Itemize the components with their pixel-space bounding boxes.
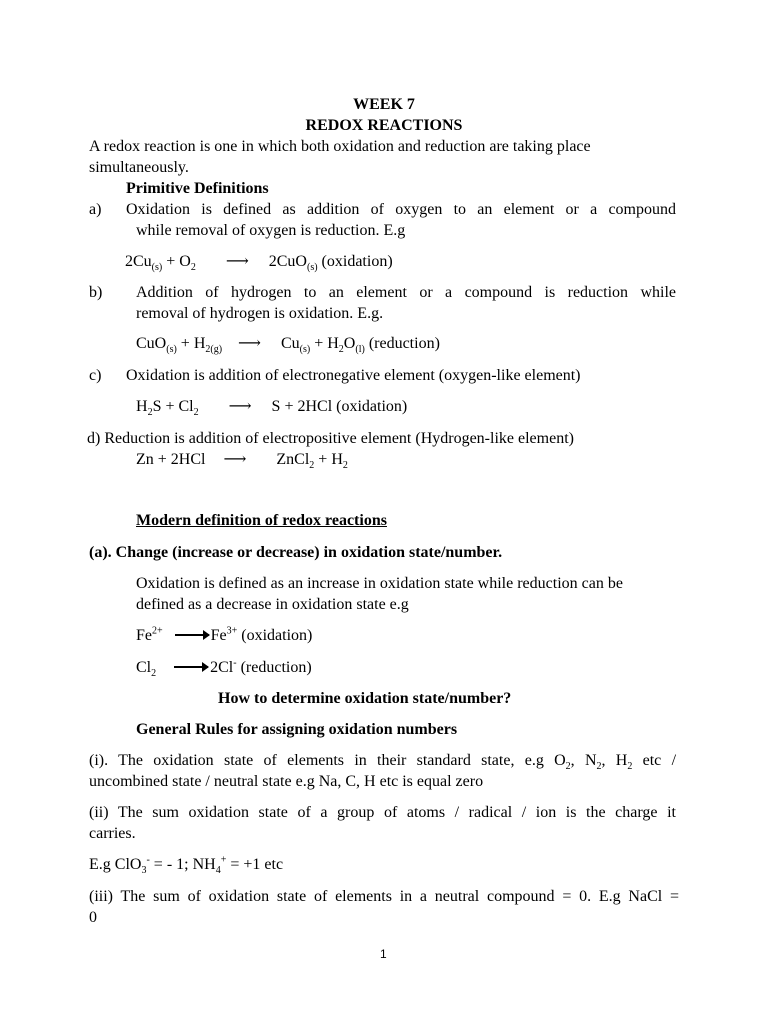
week-heading: WEEK 7: [353, 96, 415, 113]
rule-1-line-2: uncombined state / neutral state e.g Na, C, H etc is equal zero: [89, 773, 484, 790]
item-c-line-1: Oxidation is addition of electronegative element (oxygen-like element): [126, 367, 581, 384]
reaction-arrow-icon: [175, 634, 209, 636]
reaction-arrow-icon: ⟶: [238, 335, 261, 352]
reaction-arrow-icon: ⟶: [228, 398, 252, 415]
modern-heading: Modern definition of redox reactions: [136, 512, 387, 529]
item-a-line-1: Oxidation is defined as addition of oxygen to an element or a compound: [126, 201, 676, 218]
how-heading: How to determine oxidation state/number?: [218, 690, 512, 707]
rule-2-line-2: carries.: [89, 825, 136, 842]
intro-line-2: simultaneously.: [89, 159, 189, 176]
item-b-line-1: Addition of hydrogen to an element or a compound is reduction while: [136, 284, 676, 301]
item-d-line-1: d) Reduction is addition of electropositive element (Hydrogen-like element): [87, 430, 574, 447]
equation-fe: $Fe^{2+}$ $Fe^{3+}$ (oxidation): [136, 625, 313, 644]
page-title: REDOX REACTIONS: [305, 117, 463, 134]
item-b-marker: b): [89, 284, 103, 301]
item-b-line-2: removal of hydrogen is oxidation. E.g.: [136, 305, 384, 322]
modern-line-1: Oxidation is defined as an increase in oxidation state while reduction can be: [136, 575, 623, 592]
reaction-arrow-icon: ⟶: [225, 253, 249, 270]
reaction-arrow-icon: [174, 666, 208, 668]
intro-line-1: A redox reaction is one in which both oxidation and reduction are taking place: [89, 138, 591, 155]
equation-cl: $Cl_2$ 2Cl- (reduction): [136, 657, 312, 680]
item-a-marker: a): [89, 201, 102, 218]
equation-d: Zn + 2HCl ⟶ ZnCl$_2$ + $H_2$: [136, 451, 348, 472]
rule-3-line-2: 0: [89, 909, 97, 926]
item-a-line-2: while removal of oxygen is reduction. E.g: [136, 222, 406, 239]
rule-3-line-1: (iii) The sum of oxidation state of elements in a neutral compound = 0. E.g NaCl =: [89, 888, 679, 905]
reaction-arrow-icon: ⟶: [223, 451, 247, 468]
modern-a-heading: (a). Change (increase or decrease) in oxidation state/number.: [89, 544, 503, 561]
rule-2-example: E.g ClO$_3$- = - 1; $NH_4^+ = +1$ etc: [89, 854, 284, 877]
rule-2-line-1: (ii) The sum oxidation state of a group of atoms / radical / ion is the charge it: [89, 804, 676, 821]
equation-a: $2Cu_{(s)} + O_2$ ⟶ 2CuO$_{(s)}$ (oxidation): [125, 253, 393, 274]
equation-b: $CuO_{(s)} + H_{2(g)}$ ⟶ $Cu_{(s)} + H_2O_{(l)}$ (reduction): [136, 335, 440, 356]
rule-1-line-1: (i). The oxidation state of elements in their standard state, e.g $O_2$, $N_2$, $H_2$ etc /: [89, 752, 677, 773]
rules-heading: General Rules for assigning oxidation numbers: [136, 721, 458, 738]
equation-c: $H_2S + Cl_2$ ⟶ S + 2HCl (oxidation): [136, 398, 408, 419]
primitive-heading: Primitive Definitions: [126, 180, 269, 197]
page-number: 1: [380, 947, 387, 961]
item-c-marker: c): [89, 367, 102, 384]
modern-line-2: defined as a decrease in oxidation state e.g: [136, 596, 409, 613]
